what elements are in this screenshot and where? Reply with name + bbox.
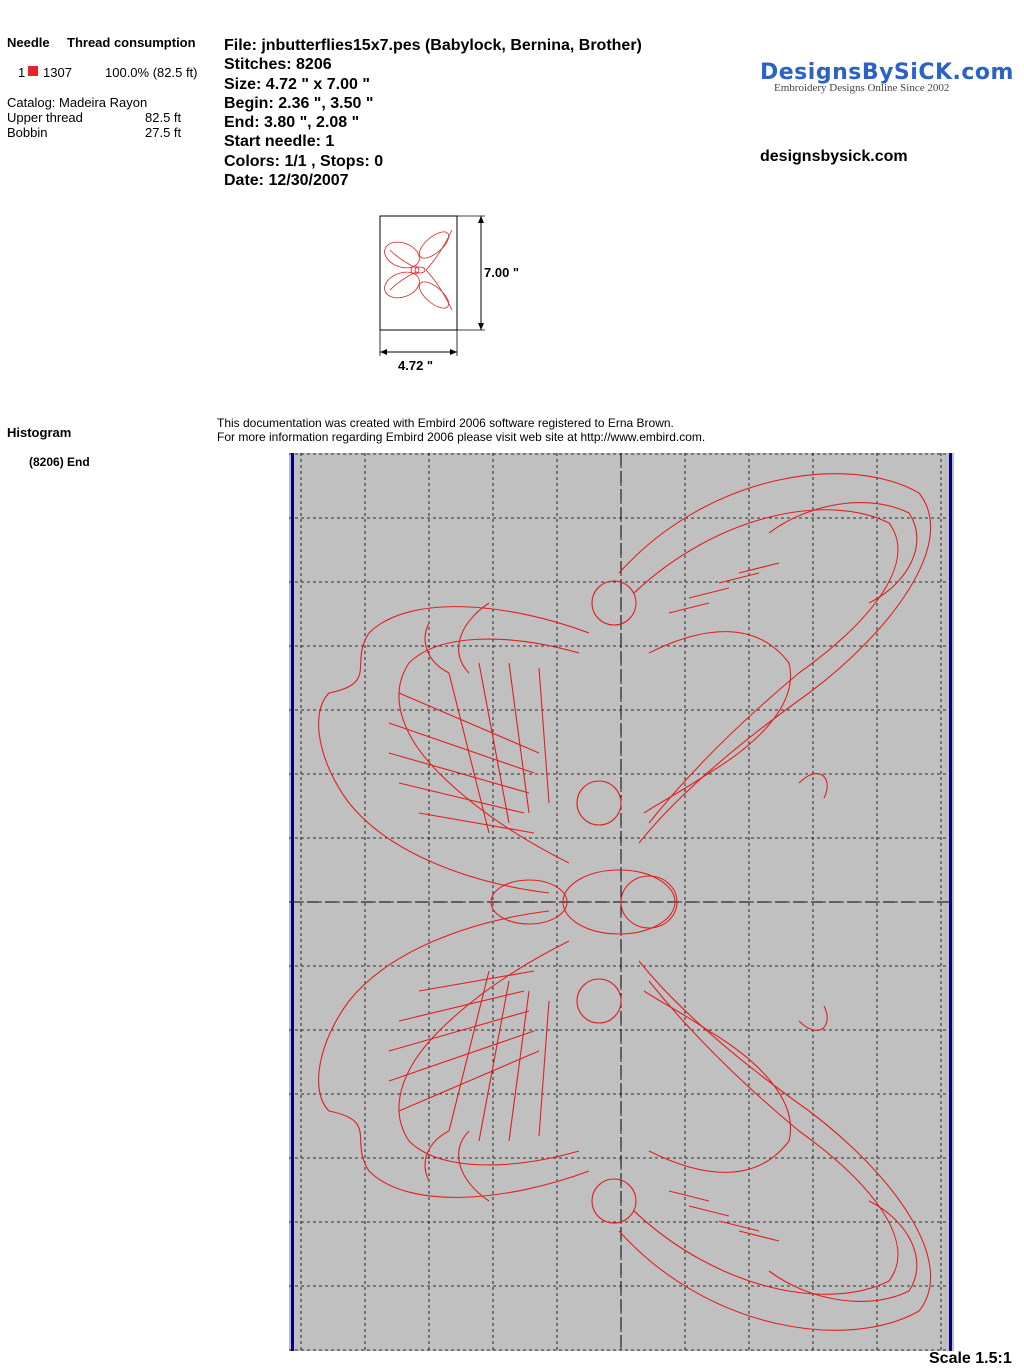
catalog-label: Catalog: Madeira Rayon (7, 95, 148, 110)
bobbin-label: Bobbin (7, 125, 48, 140)
file-name: File: jnbutterflies15x7.pes (Babylock, Bernina, Brother) (224, 37, 642, 54)
thread-color-swatch (28, 66, 38, 76)
credits (217, 416, 705, 444)
website-label: designsbysick.com (760, 148, 908, 165)
thumbnail-width-label: 4.72 " (398, 358, 434, 373)
thumbnail-height-label: 7.00 " (484, 265, 520, 280)
stitch-count: Stitches: 8206 (224, 56, 332, 74)
credits-line-2: For more information regarding Embird 2006 please visit web site at http://www.embird.com. (217, 430, 706, 444)
bobbin-value: 27.5 ft (145, 125, 182, 140)
brand-logo-text: DesignsBySiCK.com (760, 60, 1014, 85)
needle-number: 1 (18, 65, 26, 80)
design-info (224, 36, 642, 190)
credits-line-1: This documentation was created with Embird 2006 software registered to Erna Brown. (217, 416, 674, 430)
histogram-entry: (8206) End (29, 455, 90, 469)
upper-thread-value: 82.5 ft (145, 110, 182, 125)
needle-column-header: Needle (7, 35, 50, 50)
brand-tagline: Embroidery Designs Online Since 2002 (774, 82, 950, 94)
end-position: End: 3.80 ", 2.08 " (224, 114, 360, 132)
design-thumbnail (370, 210, 540, 380)
thread-color-code: 1307 (43, 65, 72, 80)
thread-consumption-header: Thread consumption (67, 35, 196, 50)
histogram-title: Histogram (7, 425, 72, 440)
start-needle: Start needle: 1 (224, 133, 335, 151)
colors-stops: Colors: 1/1 , Stops: 0 (224, 152, 384, 170)
design-date: Date: 12/30/2007 (224, 172, 349, 190)
design-preview (289, 453, 954, 1351)
scale-label: Scale 1.5:1 (929, 1350, 1012, 1367)
brand-logo (760, 60, 1014, 94)
begin-position: Begin: 2.36 ", 3.50 " (224, 94, 374, 112)
thread-usage: 100.0% (82.5 ft) (105, 65, 198, 80)
upper-thread-label: Upper thread (7, 110, 83, 125)
design-size: Size: 4.72 " x 7.00 " (224, 75, 370, 93)
frame-left-edge (291, 453, 294, 1351)
frame-right-edge (949, 453, 952, 1351)
